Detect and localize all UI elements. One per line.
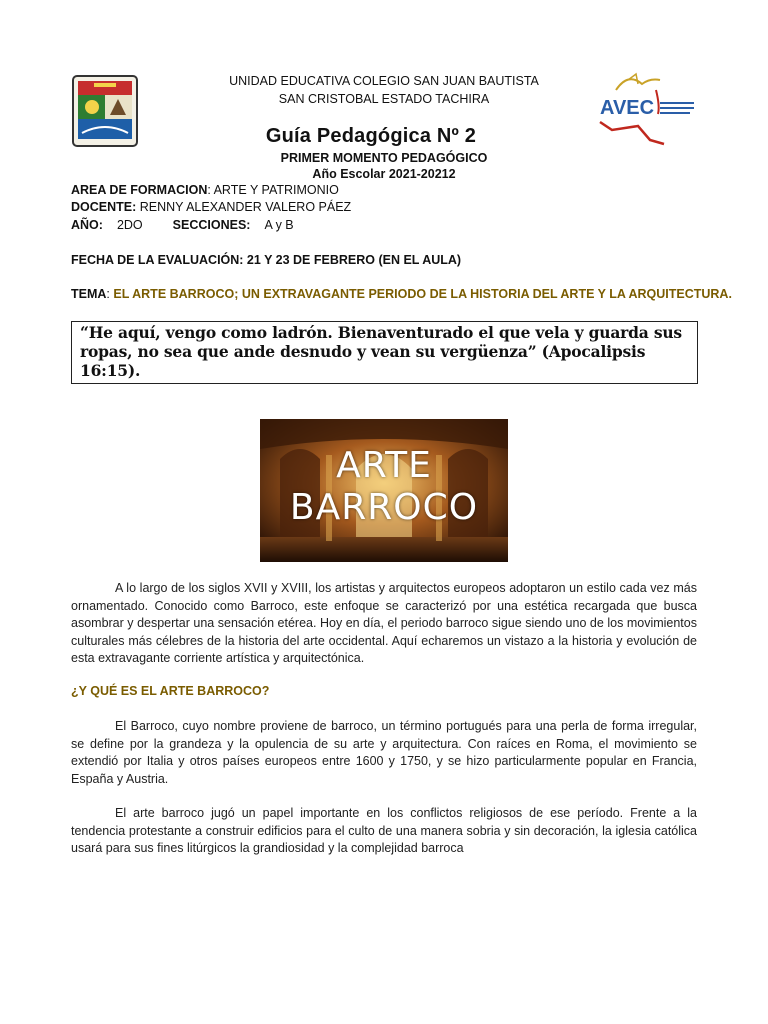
school-location: SAN CRISTOBAL ESTADO TACHIRA [278, 92, 490, 106]
paragraph-intro-text: A lo largo de los siglos XVII y XVIII, los artistas y arquitectos europeos adoptaron un estilo cada vez más ornamentado. Conocido como Barroco, este enfoque se caracterizó por una estética recargada que busca asombrar y despertar una sensación etérea. Hoy en día, el periodo barroco sigue siendo uno de los movimientos culturales más célebres de la historia del arte occidental. Aquí echaremos un vistazo a la historia y evolución de esta extravagante corriente artística y arquitectónica. [71, 581, 697, 665]
ano-value: 2DO [116, 218, 143, 232]
area-line [71, 183, 339, 197]
school-name: UNIDAD EDUCATIVA COLEGIO SAN JUAN BAUTISTA [229, 74, 539, 88]
arte-barroco-image [260, 419, 508, 562]
hero-title-line2: BARROCO [289, 487, 479, 528]
tema-value: EL ARTE BARROCO; UN EXTRAVAGANTE PERIODO DE LA HISTORIA DEL ARTE Y LA ARQUITECTURA. [113, 287, 732, 301]
school-year: Año Escolar 2021-20212 [312, 167, 456, 181]
ano-line [71, 218, 294, 232]
tema-sep: : [106, 287, 114, 301]
paragraph-religion [71, 805, 697, 858]
tema-label: TEMA [71, 287, 107, 301]
docente-label: DOCENTE: [71, 200, 137, 214]
pedagogical-moment: PRIMER MOMENTO PEDAGÓGICO [280, 151, 488, 165]
secciones-value: A y B [264, 218, 294, 232]
secciones-label: SECCIONES: [172, 218, 251, 232]
avec-logo-wordmark: AVEC [600, 97, 655, 119]
paragraph-definition-text: El Barroco, cuyo nombre proviene de barroco, un término portugués para una perla de forma irregular, se define por la grandeza y la opulencia de su arte y arquitectura. Con raíces en Roma, el movimiento se extendió por Italia y otros países europeos entre 1600 y 1750, y se hizo particularmente popular en Francia, España y Austria. [71, 719, 697, 786]
tema-line [71, 287, 732, 301]
paragraph-definition [71, 718, 697, 788]
hero-title-line1: ARTE [336, 445, 432, 486]
area-value: : ARTE Y PATRIMONIO [207, 183, 339, 197]
docente-line [71, 200, 351, 214]
evaluation-date: FECHA DE LA EVALUACIÓN: 21 Y 23 DE FEBRERO (EN EL AULA) [71, 253, 462, 267]
docente-value: RENNY ALEXANDER VALERO PÁEZ [136, 200, 352, 214]
section-heading: ¿Y QUÉ ES EL ARTE BARROCO? [71, 684, 270, 698]
bible-quote-box [71, 321, 698, 384]
bible-quote: “He aquí, vengo como ladrón. Bienaventurado el que vela y guarda sus ropas, no sea que ande desnudo y vean su vergüenza” (Apocalipsis 16:15). [80, 323, 682, 380]
ano-label: AÑO: [71, 218, 103, 232]
area-label: AREA DE FORMACION [71, 183, 208, 197]
paragraph-religion-text: El arte barroco jugó un papel importante en los conflictos religiosos de ese período. Frente a la tendencia protestante a construir edificios para el culto de una manera sobria y sin decoración, la iglesia católica usará para sus fines litúrgicos la grandiosidad y la complejidad barroca [71, 806, 697, 855]
paragraph-intro [71, 580, 697, 668]
guide-title: Guía Pedagógica Nº 2 [265, 125, 477, 147]
